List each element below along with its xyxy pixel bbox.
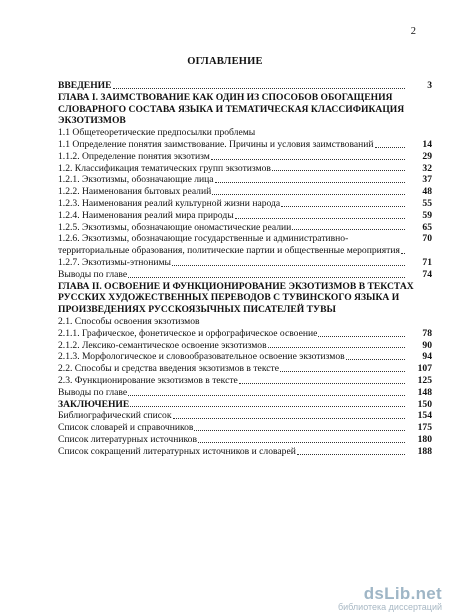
toc-entry [58,198,432,210]
toc-entry-page: 37 [422,174,432,186]
toc-entry [58,127,432,139]
toc-leader-dots [280,371,405,372]
toc-entry [58,422,432,434]
toc-entry-page: 148 [417,386,432,398]
toc-leader-dots [172,265,405,266]
toc-entry [58,340,432,352]
toc-leader-dots [211,159,405,160]
toc-entry [58,399,432,411]
toc-leader-dots [198,442,405,443]
toc-entry-label: Выводы по главе [58,268,128,280]
toc-entry-page: 14 [422,138,432,150]
toc-entry-page: 29 [422,150,432,162]
toc-entry-label: 1.2. Классификация тематических групп экзотизмов [58,162,271,174]
toc-entry-label: ЗАКЛЮЧЕНИЕ [58,398,130,410]
toc-entry-page: 175 [417,422,432,434]
toc-entry [58,410,432,422]
toc-entry-label: 2.1.2. Лексико-семантическое освоение экзотизмов [58,339,267,351]
toc-entry [58,210,432,222]
toc-leader-dots [268,347,405,348]
toc-entry-label: Список литературных источников [58,433,197,445]
toc-entry-label: 1.2.5. Экзотизмы, обозначающие ономастические реалии [58,221,292,233]
toc-entry-label: 2.1. Способы освоения экзотизмов [58,315,200,327]
toc-leader-dots [297,454,405,455]
toc-entry-page: 107 [417,363,432,375]
toc-leader-dots [130,406,405,407]
toc-entry [58,163,432,175]
toc-entry-page: 71 [422,256,432,268]
toc-entry-page: 65 [422,221,432,233]
toc-leader-dots [212,194,405,195]
toc-entry [58,269,432,281]
toc-entry-page: 94 [422,351,432,363]
toc-entry-page: 70 [422,233,432,245]
toc-entry-label: Библиографический список [58,410,172,422]
toc-leader-dots [235,218,405,219]
toc-entry-page: 55 [422,197,432,209]
toc-leader-dots [346,359,405,360]
toc-entry [58,387,432,399]
toc-entry-label: ГЛАВА II. ОСВОЕНИЕ И ФУНКЦИОНИРОВАНИЕ ЭКЗОТИЗМОВ В ТЕКСТАХ РУССКИХ ХУДОЖЕСТВЕННЫХ ПЕРЕВОДОВ С ТУВИНСКОГО ЯЗЫКА И ПРОИЗВЕДЕНИЯХ РУССКОЯЗЫЧНЫХ ПИСАТЕЛЕЙ ТУВЫ [58,280,414,316]
toc-entry [58,375,432,387]
toc-entry-label: 2.1.3. Морфологическое и словообразовательное освоение экзотизмов [58,351,345,363]
toc-leader-dots [375,147,405,148]
page-number: 2 [410,26,416,37]
toc-entry-page: 32 [422,162,432,174]
watermark-subtitle: библиотека диссертаций [337,602,442,612]
toc-leader-dots [215,182,405,183]
toc-leader-dots [401,253,405,254]
toc-entry-page: 180 [417,433,432,445]
toc-entry-page: 48 [422,186,432,198]
toc-leader-dots [239,383,405,384]
toc-entry-label: ГЛАВА I. ЗАИМСТВОВАНИЕ КАК ОДИН ИЗ СПОСОБОВ ОБОГАЩЕНИЯ СЛОВАРНОГО СОСТАВА ЯЗЫКА И ТЕМАТИЧЕСКАЯ КЛАССИФИКАЦИЯ ЭКЗОТИЗМОВ [58,91,405,127]
toc-leader-dots [128,395,405,396]
watermark-logo: dsLib.net [363,584,442,603]
toc-entry-label: 1.2.2. Наименования бытовых реалий [58,186,212,198]
toc-entry-label: 1.2.3. Наименования реалий культурной жизни народа [58,197,281,209]
toc-entry-page: 78 [422,327,432,339]
toc-entry-label: Список сокращений литературных источников и словарей [58,445,296,457]
table-of-contents [58,80,432,458]
toc-entry [58,92,432,127]
toc-entry-label: 1.2.6. Экзотизмы, обозначающие государственные и административно-территориальные образования, политические партии и общественные мероприятия [58,233,400,257]
toc-entry-label: 2.1.1. Графическое, фонетическое и орфографическое освоение [58,327,318,339]
toc-entry-label: 2.2. Способы и средства введения экзотизмов в тексте [58,363,279,375]
toc-entry-page: 90 [422,339,432,351]
toc-entry [58,233,432,257]
watermark [338,584,442,612]
toc-leader-dots [281,206,405,207]
toc-entry-page: 125 [417,374,432,386]
toc-entry [58,316,432,328]
toc-entry [58,328,432,340]
toc-entry-label: Выводы по главе [58,386,128,398]
toc-entry [58,174,432,186]
toc-entry [58,151,432,163]
toc-entry [58,446,432,458]
toc-entry [58,139,432,151]
toc-leader-dots [113,88,405,89]
toc-leader-dots [318,336,405,337]
toc-entry [58,257,432,269]
toc-entry-label: 1.1 Общетеоретические предпосылки проблемы [58,127,256,139]
toc-leader-dots [272,170,405,171]
page-title: ОГЛАВЛЕНИЕ [187,56,263,67]
toc-entry-label: 1.2.4. Наименования реалий мира природы [58,209,234,221]
toc-entry [58,363,432,375]
toc-entry-label: 1.2.1. Экзотизмы, обозначающие лица [58,174,214,186]
toc-entry [58,222,432,234]
toc-entry [58,351,432,363]
toc-entry-label: 1.1.2. Определение понятия экзотизм [58,150,210,162]
toc-entry [58,186,432,198]
toc-entry-label: 1.1 Определение понятия заимствование. Причины и условия заимствований [58,138,374,150]
toc-leader-dots [128,277,405,278]
toc-entry-page: 154 [417,410,432,422]
toc-entry [58,80,432,92]
toc-entry-page: 3 [427,80,432,91]
toc-leader-dots [173,418,406,419]
toc-entry [58,281,432,316]
toc-entry-label: 1.2.7. Экзотизмы-этнонимы [58,256,171,268]
toc-leader-dots [194,430,405,431]
toc-entry-page: 150 [417,398,432,410]
toc-entry-label: Список словарей и справочников [58,422,194,434]
toc-entry-label: 2.3. Функционирование экзотизмов в тексте [58,374,238,386]
toc-entry [58,434,432,446]
toc-entry-page: 188 [417,445,432,457]
toc-entry-page: 59 [422,209,432,221]
toc-entry-page: 74 [422,268,432,280]
toc-entry-label: ВВЕДЕНИЕ [58,80,112,91]
toc-leader-dots [292,229,405,230]
